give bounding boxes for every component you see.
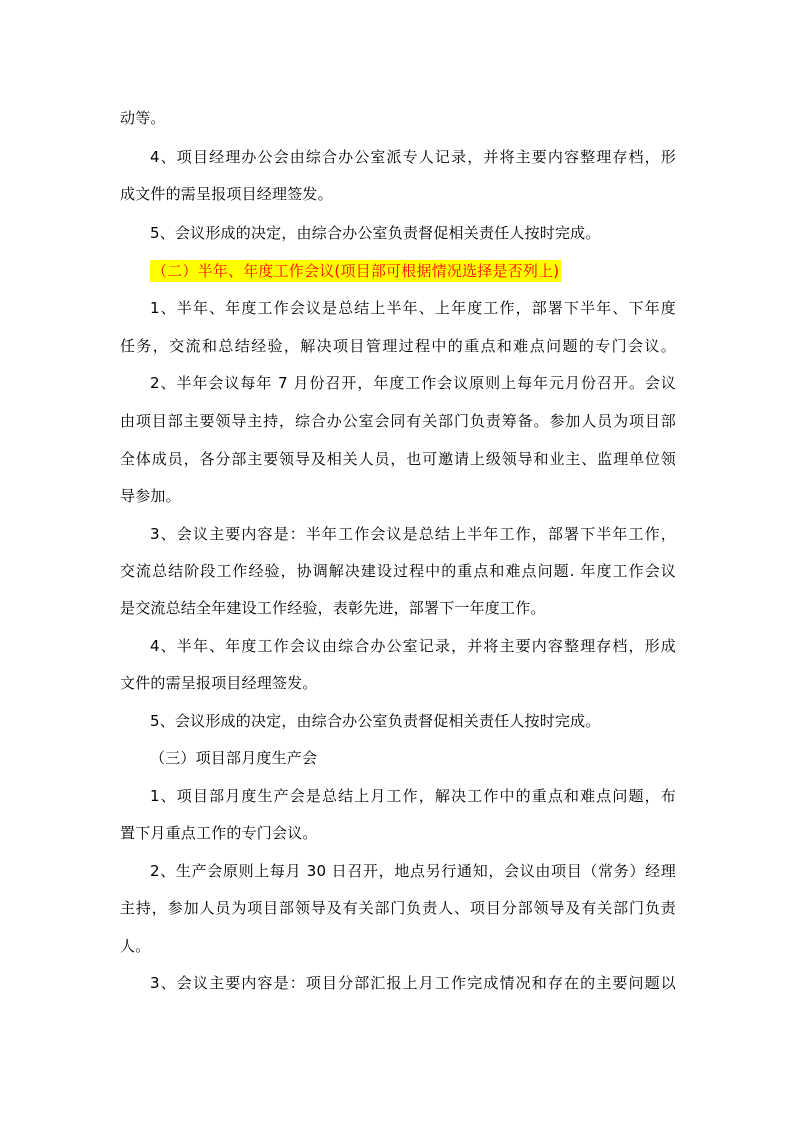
text-line: 由项目部主要领导主持，综合办公室会同有关部门负责筹备。参加人员为项目部 — [120, 412, 676, 430]
text-line: 1、项目部月度生产会是总结上月工作，解决工作中的重点和难点问题，布 — [150, 787, 676, 805]
text-line: 置下月重点工作的专门会议。 — [120, 824, 318, 842]
highlighted-heading-text: （二）半年、年度工作会议(项目部可根据情况选择是否列上) — [152, 262, 560, 280]
text-line: 全体成员，各分部主要领导及相关人员，也可邀请上级领导和业主、监理单位领 — [120, 450, 676, 468]
text-line: 成文件的需呈报项目经理签发。 — [120, 185, 333, 203]
text-line: 交流总结阶段工作经验，协调解决建设过程中的重点和难点问题. 年度工作会议 — [120, 562, 676, 580]
text-line: 2、生产会原则上每月 30 日召开，地点另行通知，会议由项目（常务）经理 — [150, 862, 676, 880]
text-line: 1、半年、年度工作会议是总结上半年、上年度工作，部署下半年、下年度 — [150, 299, 676, 317]
text-line: 导参加。 — [120, 487, 181, 505]
text-line: 4、半年、年度工作会议由综合办公室记录，并将主要内容整理存档，形成 — [150, 637, 676, 655]
text-line: 3、会议主要内容是：半年工作会议是总结上半年工作，部署下半年工作， — [150, 525, 676, 543]
section-heading: （三）项目部月度生产会 — [150, 749, 318, 767]
text-line: 动等。 — [120, 109, 166, 127]
section-heading — [150, 261, 561, 281]
text-line: 4、项目经理办公会由综合办公室派专人记录，并将主要内容整理存档，形 — [150, 148, 676, 166]
text-line: 是交流总结全年建设工作经验，表彰先进，部署下一年度工作。 — [120, 599, 546, 617]
text-line: 主持，参加人员为项目部领导及有关部门负责人、项目分部领导及有关部门负责 — [120, 899, 676, 917]
text-line: 2、半年会议每年 7 月份召开，年度工作会议原则上每年元月份召开。会议 — [150, 374, 676, 392]
text-line: 人。 — [120, 937, 151, 955]
text-line: 5、会议形成的决定，由综合办公室负责督促相关责任人按时完成。 — [150, 224, 601, 242]
text-line: 文件的需呈报项目经理签发。 — [120, 674, 318, 692]
text-line: 3、会议主要内容是：项目分部汇报上月工作完成情况和存在的主要问题以 — [150, 974, 676, 992]
text-line: 5、会议形成的决定，由综合办公室负责督促相关责任人按时完成。 — [150, 712, 601, 730]
text-line: 任务，交流和总结经验，解决项目管理过程中的重点和难点问题的专门会议。 — [120, 337, 676, 355]
